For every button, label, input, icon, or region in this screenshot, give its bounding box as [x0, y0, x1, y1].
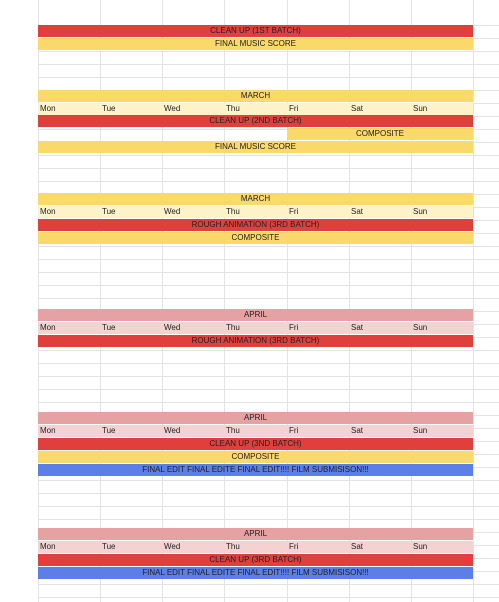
grid-row-line: [38, 363, 499, 364]
merged-cell[interactable]: CLEAN UP (2ND BATCH): [38, 115, 473, 127]
weekday-cell[interactable]: Sun: [413, 542, 428, 551]
merged-cell[interactable]: ROUGH ANIMATION (3RD BATCH): [38, 335, 473, 347]
month-header-row[interactable]: [38, 528, 473, 540]
task-bar-row[interactable]: [38, 451, 473, 463]
task-bar-row[interactable]: [38, 335, 473, 347]
grid-row-line: [38, 77, 499, 78]
weekday-cell[interactable]: Fri: [289, 542, 299, 551]
month-header-row[interactable]: [38, 90, 473, 102]
weekday-cell[interactable]: Sun: [413, 207, 428, 216]
weekday-cell[interactable]: Sat: [351, 104, 364, 113]
weekday-cell[interactable]: Sun: [413, 104, 428, 113]
weekday-header-row: [38, 425, 473, 437]
grid-row-line: [38, 181, 499, 182]
grid-row-line: [38, 168, 499, 169]
weekday-cell[interactable]: Tue: [102, 104, 116, 113]
weekday-cell[interactable]: Mon: [40, 426, 56, 435]
merged-cell[interactable]: FINAL MUSIC SCORE: [38, 141, 473, 153]
weekday-header-row: [38, 541, 473, 553]
weekday-cell[interactable]: Sat: [351, 323, 364, 332]
grid-row-line: [38, 584, 499, 585]
merged-cell[interactable]: ROUGH ANIMATION (3RD BATCH): [38, 219, 473, 231]
weekday-cell[interactable]: Fri: [289, 323, 299, 332]
month-header-row[interactable]: [38, 412, 473, 424]
task-bar-row[interactable]: [38, 115, 473, 127]
month-header-row[interactable]: [38, 193, 473, 205]
grid-row-line: [38, 64, 499, 65]
task-bar-row[interactable]: [38, 464, 473, 476]
grid-row-line: [38, 376, 499, 377]
merged-cell[interactable]: COMPOSITE: [38, 232, 473, 244]
task-bar-row[interactable]: [38, 128, 473, 140]
merged-cell[interactable]: MARCH: [38, 193, 473, 205]
weekday-header-row: [38, 103, 473, 115]
merged-cell[interactable]: COMPOSITE: [287, 128, 473, 140]
merged-cell[interactable]: APRIL: [38, 412, 473, 424]
weekday-cell[interactable]: Fri: [289, 207, 299, 216]
merged-cell[interactable]: COMPOSITE: [38, 451, 473, 463]
month-header-row[interactable]: [38, 309, 473, 321]
weekday-cell[interactable]: Wed: [164, 323, 181, 332]
weekday-cell[interactable]: Thu: [226, 426, 240, 435]
merged-cell[interactable]: FINAL EDIT FINAL EDITE FINAL EDIT!!!! FILM SUBMISISON!!!: [38, 464, 473, 476]
task-bar-row[interactable]: [38, 438, 473, 450]
task-bar-row[interactable]: [38, 567, 473, 579]
grid-row-line: [38, 155, 499, 156]
merged-cell[interactable]: CLEAN UP (1ST BATCH): [38, 25, 473, 37]
merged-cell[interactable]: FINAL MUSIC SCORE: [38, 38, 473, 50]
merged-cell[interactable]: APRIL: [38, 309, 473, 321]
grid-row-line: [38, 298, 499, 299]
grid-row-line: [38, 350, 499, 351]
grid-row-line: [38, 272, 499, 273]
grid-row-line: [38, 246, 499, 247]
weekday-cell[interactable]: Sat: [351, 426, 364, 435]
weekday-cell[interactable]: Thu: [226, 207, 240, 216]
weekday-cell[interactable]: Sun: [413, 426, 428, 435]
task-bar-row[interactable]: [38, 38, 473, 50]
task-bar-row[interactable]: [38, 25, 473, 37]
weekday-cell[interactable]: Sun: [413, 323, 428, 332]
grid-row-line: [38, 389, 499, 390]
task-bar-row[interactable]: [38, 554, 473, 566]
merged-cell[interactable]: CLEAN UP (3ND BATCH): [38, 438, 473, 450]
weekday-cell[interactable]: Mon: [40, 104, 56, 113]
weekday-cell[interactable]: Sat: [351, 207, 364, 216]
grid-row-line: [38, 51, 499, 52]
weekday-cell[interactable]: Mon: [40, 207, 56, 216]
weekday-cell[interactable]: Thu: [226, 542, 240, 551]
merged-cell[interactable]: CLEAN UP (3RD BATCH): [38, 554, 473, 566]
weekday-header-row: [38, 206, 473, 218]
weekday-cell[interactable]: Wed: [164, 542, 181, 551]
weekday-cell[interactable]: Tue: [102, 542, 116, 551]
grid-row-line: [38, 402, 499, 403]
grid-row-line: [38, 597, 499, 598]
weekday-cell[interactable]: Mon: [40, 323, 56, 332]
grid-row-line: [38, 506, 499, 507]
weekday-cell[interactable]: Thu: [226, 323, 240, 332]
weekday-cell[interactable]: Tue: [102, 207, 116, 216]
task-bar-row[interactable]: [38, 141, 473, 153]
weekday-cell[interactable]: Thu: [226, 104, 240, 113]
grid-row-line: [38, 285, 499, 286]
weekday-cell[interactable]: Sat: [351, 542, 364, 551]
weekday-cell[interactable]: Wed: [164, 426, 181, 435]
weekday-cell[interactable]: Wed: [164, 104, 181, 113]
weekday-cell[interactable]: Tue: [102, 323, 116, 332]
weekday-cell[interactable]: Mon: [40, 542, 56, 551]
weekday-cell[interactable]: Fri: [289, 426, 299, 435]
weekday-cell[interactable]: Fri: [289, 104, 299, 113]
grid-row-line: [38, 480, 499, 481]
grid-row-line: [38, 519, 499, 520]
task-bar-row[interactable]: [38, 232, 473, 244]
weekday-cell[interactable]: Tue: [102, 426, 116, 435]
grid-row-line: [38, 493, 499, 494]
merged-cell[interactable]: FINAL EDIT FINAL EDITE FINAL EDIT!!!! FILM SUBMISISON!!!: [38, 567, 473, 579]
weekday-cell[interactable]: Wed: [164, 207, 181, 216]
merged-cell[interactable]: MARCH: [38, 90, 473, 102]
merged-cell[interactable]: APRIL: [38, 528, 473, 540]
task-bar-row[interactable]: [38, 219, 473, 231]
grid-row-line: [38, 259, 499, 260]
weekday-header-row: [38, 322, 473, 334]
